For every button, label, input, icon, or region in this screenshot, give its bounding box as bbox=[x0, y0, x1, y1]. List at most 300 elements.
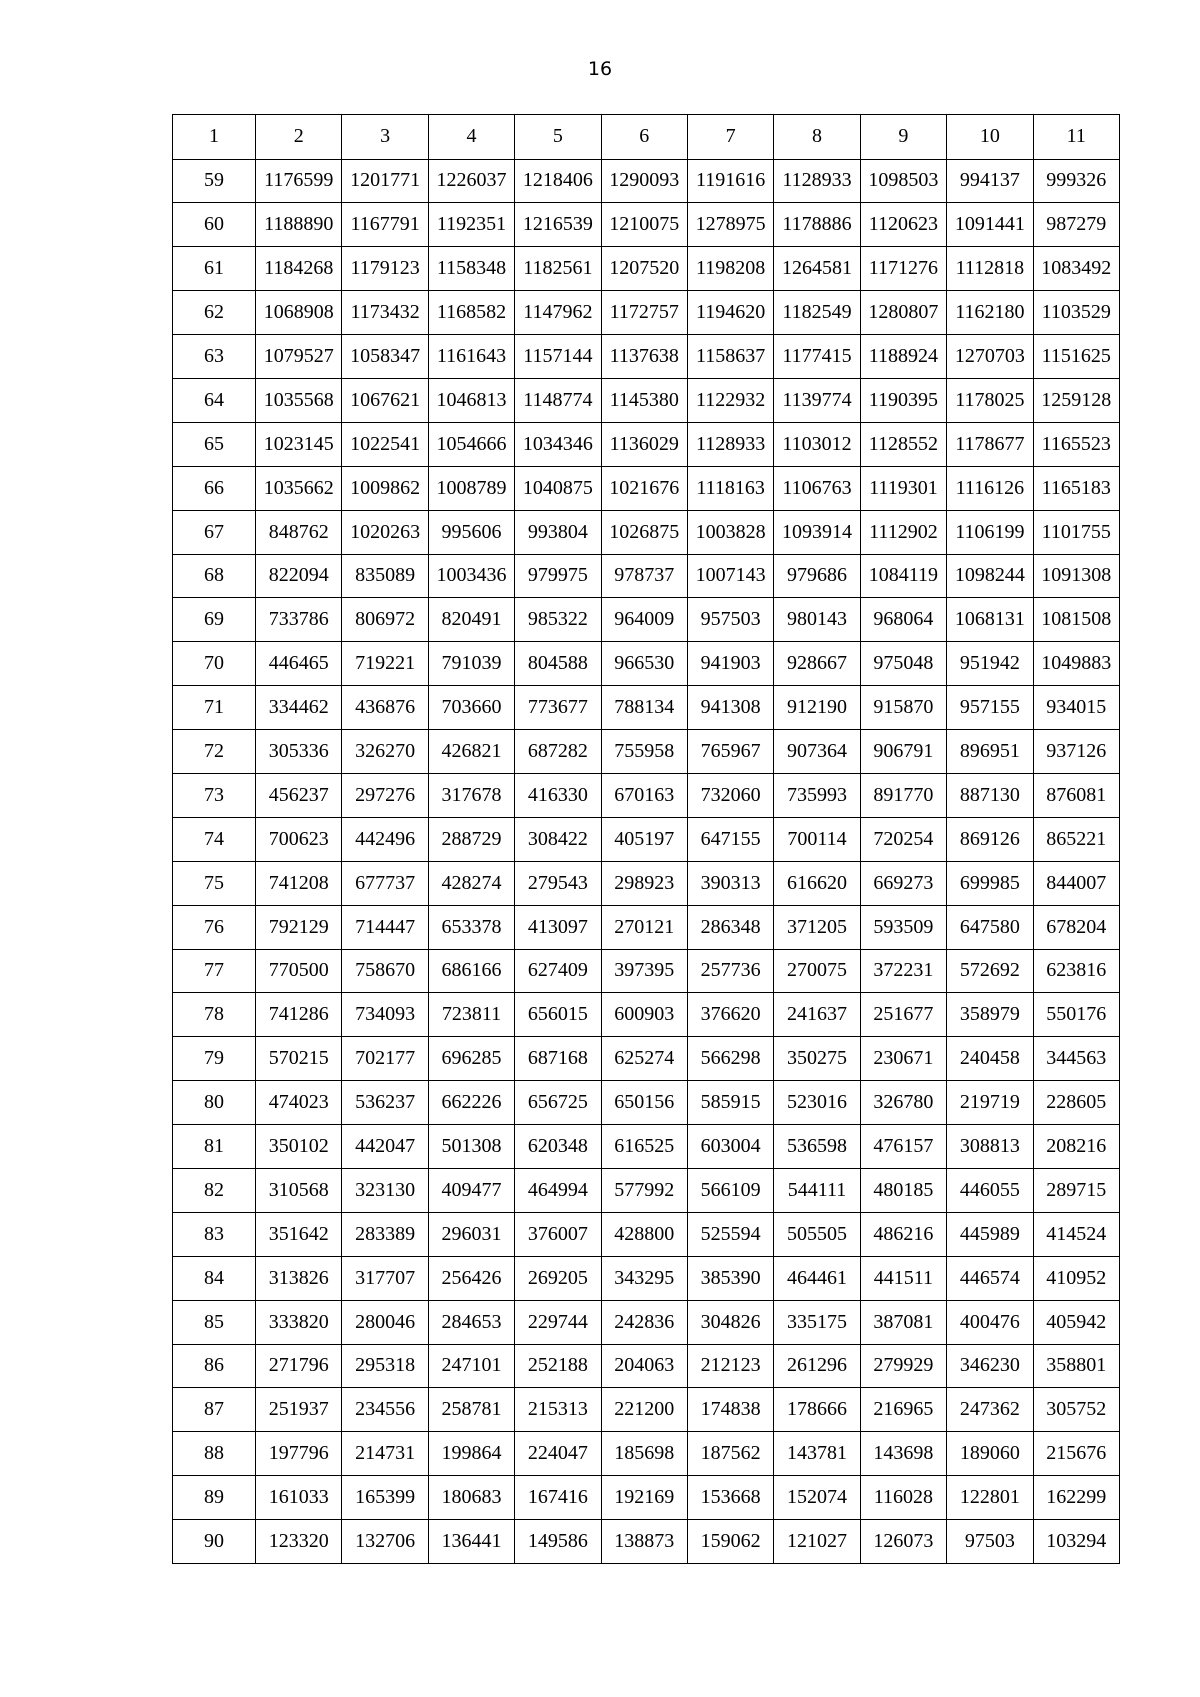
table-cell: 1020263 bbox=[342, 510, 428, 554]
table-cell: 1161643 bbox=[428, 335, 514, 379]
table-cell: 428800 bbox=[601, 1212, 687, 1256]
table-cell: 1226037 bbox=[428, 159, 514, 203]
table-cell: 1023145 bbox=[256, 422, 342, 466]
table-cell: 1278975 bbox=[687, 203, 773, 247]
column-header: 3 bbox=[342, 115, 428, 160]
table-cell: 544111 bbox=[774, 1168, 860, 1212]
table-cell: 1198208 bbox=[687, 247, 773, 291]
table-cell: 1137638 bbox=[601, 335, 687, 379]
table-cell: 308422 bbox=[515, 817, 601, 861]
table-cell: 116028 bbox=[860, 1476, 946, 1520]
table-cell: 741286 bbox=[256, 993, 342, 1037]
table-cell: 505505 bbox=[774, 1212, 860, 1256]
table-cell: 720254 bbox=[860, 817, 946, 861]
table-cell: 523016 bbox=[774, 1081, 860, 1125]
table-cell: 1179123 bbox=[342, 247, 428, 291]
table-cell: 305336 bbox=[256, 730, 342, 774]
table-cell: 199864 bbox=[428, 1432, 514, 1476]
table-cell: 755958 bbox=[601, 730, 687, 774]
table-cell: 279929 bbox=[860, 1344, 946, 1388]
table-cell: 806972 bbox=[342, 598, 428, 642]
table-cell: 400476 bbox=[947, 1300, 1033, 1344]
table-cell: 1084119 bbox=[860, 554, 946, 598]
table-cell: 476157 bbox=[860, 1125, 946, 1169]
table-cell: 570215 bbox=[256, 1037, 342, 1081]
table-cell: 1091308 bbox=[1033, 554, 1119, 598]
table-cell: 1035662 bbox=[256, 466, 342, 510]
table-cell: 387081 bbox=[860, 1300, 946, 1344]
table-cell: 1194620 bbox=[687, 291, 773, 335]
table-cell: 999326 bbox=[1033, 159, 1119, 203]
table-header bbox=[173, 115, 1120, 160]
table-cell: 297276 bbox=[342, 773, 428, 817]
table-cell: 792129 bbox=[256, 905, 342, 949]
table-cell: 985322 bbox=[515, 598, 601, 642]
table-cell: 804588 bbox=[515, 642, 601, 686]
table-cell: 280046 bbox=[342, 1300, 428, 1344]
table-cell: 732060 bbox=[687, 773, 773, 817]
table-cell: 405942 bbox=[1033, 1300, 1119, 1344]
table-cell: 1022541 bbox=[342, 422, 428, 466]
table-cell: 550176 bbox=[1033, 993, 1119, 1037]
table-cell: 295318 bbox=[342, 1344, 428, 1388]
table-row bbox=[173, 1125, 1120, 1169]
table-cell: 1106199 bbox=[947, 510, 1033, 554]
table-cell: 525594 bbox=[687, 1212, 773, 1256]
table-cell: 1049883 bbox=[1033, 642, 1119, 686]
table-cell: 1112902 bbox=[860, 510, 946, 554]
table-cell: 603004 bbox=[687, 1125, 773, 1169]
table-cell: 1165183 bbox=[1033, 466, 1119, 510]
table-cell: 138873 bbox=[601, 1520, 687, 1564]
table-cell: 1068131 bbox=[947, 598, 1033, 642]
table-row bbox=[173, 378, 1120, 422]
table-cell: 123320 bbox=[256, 1520, 342, 1564]
table-cell: 566109 bbox=[687, 1168, 773, 1212]
table-cell: 241637 bbox=[774, 993, 860, 1037]
table-cell: 1093914 bbox=[774, 510, 860, 554]
table-cell: 230671 bbox=[860, 1037, 946, 1081]
row-label-cell: 64 bbox=[173, 378, 256, 422]
table-cell: 1147962 bbox=[515, 291, 601, 335]
table-cell: 304826 bbox=[687, 1300, 773, 1344]
table-row bbox=[173, 1344, 1120, 1388]
table-cell: 979975 bbox=[515, 554, 601, 598]
table-row bbox=[173, 1300, 1120, 1344]
table-cell: 662226 bbox=[428, 1081, 514, 1125]
table-cell: 1270703 bbox=[947, 335, 1033, 379]
column-header: 9 bbox=[860, 115, 946, 160]
table-cell: 887130 bbox=[947, 773, 1033, 817]
data-table bbox=[172, 114, 1120, 1564]
table-row bbox=[173, 773, 1120, 817]
table-row bbox=[173, 159, 1120, 203]
table-cell: 296031 bbox=[428, 1212, 514, 1256]
table-cell: 1101755 bbox=[1033, 510, 1119, 554]
table-cell: 228605 bbox=[1033, 1081, 1119, 1125]
table-cell: 906791 bbox=[860, 730, 946, 774]
table-cell: 286348 bbox=[687, 905, 773, 949]
table-cell: 1177415 bbox=[774, 335, 860, 379]
table-cell: 271796 bbox=[256, 1344, 342, 1388]
table-cell: 326780 bbox=[860, 1081, 946, 1125]
table-cell: 1162180 bbox=[947, 291, 1033, 335]
table-row bbox=[173, 1520, 1120, 1564]
table-cell: 456237 bbox=[256, 773, 342, 817]
table-cell: 650156 bbox=[601, 1081, 687, 1125]
table-cell: 696285 bbox=[428, 1037, 514, 1081]
table-cell: 734093 bbox=[342, 993, 428, 1037]
table-cell: 1188924 bbox=[860, 335, 946, 379]
column-header: 5 bbox=[515, 115, 601, 160]
table-cell: 323130 bbox=[342, 1168, 428, 1212]
row-label-cell: 86 bbox=[173, 1344, 256, 1388]
table-cell: 791039 bbox=[428, 642, 514, 686]
table-cell: 1128552 bbox=[860, 422, 946, 466]
table-cell: 1168582 bbox=[428, 291, 514, 335]
table-cell: 703660 bbox=[428, 686, 514, 730]
table-cell: 957503 bbox=[687, 598, 773, 642]
table-row bbox=[173, 686, 1120, 730]
table-cell: 410952 bbox=[1033, 1256, 1119, 1300]
column-header: 7 bbox=[687, 115, 773, 160]
table-cell: 723811 bbox=[428, 993, 514, 1037]
table-cell: 891770 bbox=[860, 773, 946, 817]
table-cell: 317678 bbox=[428, 773, 514, 817]
table-cell: 1128933 bbox=[687, 422, 773, 466]
table-cell: 687282 bbox=[515, 730, 601, 774]
table-cell: 310568 bbox=[256, 1168, 342, 1212]
table-cell: 1119301 bbox=[860, 466, 946, 510]
table-cell: 625274 bbox=[601, 1037, 687, 1081]
table-cell: 376007 bbox=[515, 1212, 601, 1256]
table-cell: 937126 bbox=[1033, 730, 1119, 774]
table-cell: 308813 bbox=[947, 1125, 1033, 1169]
table-cell: 132706 bbox=[342, 1520, 428, 1564]
table-cell: 656725 bbox=[515, 1081, 601, 1125]
table-cell: 876081 bbox=[1033, 773, 1119, 817]
table-cell: 1136029 bbox=[601, 422, 687, 466]
table-row bbox=[173, 642, 1120, 686]
table-cell: 165399 bbox=[342, 1476, 428, 1520]
table-cell: 1178677 bbox=[947, 422, 1033, 466]
table-cell: 1083492 bbox=[1033, 247, 1119, 291]
table-cell: 758670 bbox=[342, 949, 428, 993]
row-label-cell: 85 bbox=[173, 1300, 256, 1344]
table-cell: 269205 bbox=[515, 1256, 601, 1300]
table-cell: 390313 bbox=[687, 861, 773, 905]
table-cell: 1157144 bbox=[515, 335, 601, 379]
table-cell: 103294 bbox=[1033, 1520, 1119, 1564]
table-cell: 283389 bbox=[342, 1212, 428, 1256]
table-cell: 536237 bbox=[342, 1081, 428, 1125]
table-cell: 979686 bbox=[774, 554, 860, 598]
table-row bbox=[173, 730, 1120, 774]
row-label-cell: 71 bbox=[173, 686, 256, 730]
table-cell: 1218406 bbox=[515, 159, 601, 203]
table-cell: 1190395 bbox=[860, 378, 946, 422]
table-cell: 585915 bbox=[687, 1081, 773, 1125]
table-cell: 442496 bbox=[342, 817, 428, 861]
table-row bbox=[173, 993, 1120, 1037]
row-label-cell: 73 bbox=[173, 773, 256, 817]
table-cell: 464461 bbox=[774, 1256, 860, 1300]
table-cell: 192169 bbox=[601, 1476, 687, 1520]
table-cell: 1046813 bbox=[428, 378, 514, 422]
row-label-cell: 74 bbox=[173, 817, 256, 861]
row-label-cell: 83 bbox=[173, 1212, 256, 1256]
table-cell: 907364 bbox=[774, 730, 860, 774]
table-cell: 197796 bbox=[256, 1432, 342, 1476]
table-cell: 480185 bbox=[860, 1168, 946, 1212]
table-cell: 1201771 bbox=[342, 159, 428, 203]
table-cell: 677737 bbox=[342, 861, 428, 905]
row-label-cell: 65 bbox=[173, 422, 256, 466]
table-cell: 1003828 bbox=[687, 510, 773, 554]
row-label-cell: 77 bbox=[173, 949, 256, 993]
table-cell: 350102 bbox=[256, 1125, 342, 1169]
table-cell: 1165523 bbox=[1033, 422, 1119, 466]
table-cell: 441511 bbox=[860, 1256, 946, 1300]
table-cell: 371205 bbox=[774, 905, 860, 949]
table-cell: 653378 bbox=[428, 905, 514, 949]
row-label-cell: 68 bbox=[173, 554, 256, 598]
table-row bbox=[173, 1081, 1120, 1125]
column-header: 11 bbox=[1033, 115, 1119, 160]
table-row bbox=[173, 466, 1120, 510]
table-cell: 964009 bbox=[601, 598, 687, 642]
table-cell: 1172757 bbox=[601, 291, 687, 335]
table-cell: 593509 bbox=[860, 905, 946, 949]
table-cell: 143781 bbox=[774, 1432, 860, 1476]
table-cell: 670163 bbox=[601, 773, 687, 817]
table-cell: 966530 bbox=[601, 642, 687, 686]
table-cell: 178666 bbox=[774, 1388, 860, 1432]
table-cell: 372231 bbox=[860, 949, 946, 993]
table-cell: 647580 bbox=[947, 905, 1033, 949]
table-row bbox=[173, 861, 1120, 905]
column-header: 8 bbox=[774, 115, 860, 160]
table-cell: 122801 bbox=[947, 1476, 1033, 1520]
table-body bbox=[173, 159, 1120, 1564]
row-label-cell: 62 bbox=[173, 291, 256, 335]
table-cell: 1040875 bbox=[515, 466, 601, 510]
table-cell: 436876 bbox=[342, 686, 428, 730]
table-cell: 187562 bbox=[687, 1432, 773, 1476]
table-cell: 968064 bbox=[860, 598, 946, 642]
table-cell: 1216539 bbox=[515, 203, 601, 247]
table-cell: 700114 bbox=[774, 817, 860, 861]
table-cell: 869126 bbox=[947, 817, 1033, 861]
table-cell: 153668 bbox=[687, 1476, 773, 1520]
column-header: 4 bbox=[428, 115, 514, 160]
table-row bbox=[173, 1256, 1120, 1300]
table-cell: 247101 bbox=[428, 1344, 514, 1388]
row-label-cell: 89 bbox=[173, 1476, 256, 1520]
table-cell: 149586 bbox=[515, 1520, 601, 1564]
table-cell: 572692 bbox=[947, 949, 1033, 993]
table-cell: 97503 bbox=[947, 1520, 1033, 1564]
table-cell: 212123 bbox=[687, 1344, 773, 1388]
table-cell: 1122932 bbox=[687, 378, 773, 422]
table-cell: 627409 bbox=[515, 949, 601, 993]
table-cell: 765967 bbox=[687, 730, 773, 774]
table-cell: 733786 bbox=[256, 598, 342, 642]
table-cell: 180683 bbox=[428, 1476, 514, 1520]
table-cell: 1068908 bbox=[256, 291, 342, 335]
table-cell: 501308 bbox=[428, 1125, 514, 1169]
table-row bbox=[173, 817, 1120, 861]
table-cell: 1259128 bbox=[1033, 378, 1119, 422]
table-cell: 344563 bbox=[1033, 1037, 1119, 1081]
table-cell: 1178025 bbox=[947, 378, 1033, 422]
table-cell: 240458 bbox=[947, 1037, 1033, 1081]
column-header: 6 bbox=[601, 115, 687, 160]
table-cell: 1264581 bbox=[774, 247, 860, 291]
table-cell: 1173432 bbox=[342, 291, 428, 335]
row-label-cell: 66 bbox=[173, 466, 256, 510]
table-cell: 1139774 bbox=[774, 378, 860, 422]
table-cell: 1151625 bbox=[1033, 335, 1119, 379]
table-cell: 1191616 bbox=[687, 159, 773, 203]
table-cell: 208216 bbox=[1033, 1125, 1119, 1169]
table-cell: 1081508 bbox=[1033, 598, 1119, 642]
table-cell: 1184268 bbox=[256, 247, 342, 291]
table-cell: 343295 bbox=[601, 1256, 687, 1300]
column-header: 10 bbox=[947, 115, 1033, 160]
row-label-cell: 78 bbox=[173, 993, 256, 1037]
table-cell: 358979 bbox=[947, 993, 1033, 1037]
table-cell: 1176599 bbox=[256, 159, 342, 203]
table-cell: 1103012 bbox=[774, 422, 860, 466]
table-row bbox=[173, 1476, 1120, 1520]
table-cell: 121027 bbox=[774, 1520, 860, 1564]
table-cell: 474023 bbox=[256, 1081, 342, 1125]
table-row bbox=[173, 335, 1120, 379]
table-cell: 1034346 bbox=[515, 422, 601, 466]
table-cell: 251937 bbox=[256, 1388, 342, 1432]
table-cell: 136441 bbox=[428, 1520, 514, 1564]
table-cell: 788134 bbox=[601, 686, 687, 730]
table-cell: 951942 bbox=[947, 642, 1033, 686]
table-cell: 978737 bbox=[601, 554, 687, 598]
row-label-cell: 69 bbox=[173, 598, 256, 642]
table-cell: 865221 bbox=[1033, 817, 1119, 861]
table-cell: 252188 bbox=[515, 1344, 601, 1388]
row-label-cell: 70 bbox=[173, 642, 256, 686]
table-cell: 1167791 bbox=[342, 203, 428, 247]
table-cell: 167416 bbox=[515, 1476, 601, 1520]
table-cell: 941308 bbox=[687, 686, 773, 730]
table-cell: 1112818 bbox=[947, 247, 1033, 291]
table-row bbox=[173, 949, 1120, 993]
table-cell: 616620 bbox=[774, 861, 860, 905]
column-header: 2 bbox=[256, 115, 342, 160]
table-cell: 844007 bbox=[1033, 861, 1119, 905]
table-cell: 1118163 bbox=[687, 466, 773, 510]
table-cell: 224047 bbox=[515, 1432, 601, 1476]
table-cell: 159062 bbox=[687, 1520, 773, 1564]
table-cell: 426821 bbox=[428, 730, 514, 774]
table-cell: 714447 bbox=[342, 905, 428, 949]
table-cell: 820491 bbox=[428, 598, 514, 642]
table-row bbox=[173, 247, 1120, 291]
row-label-cell: 60 bbox=[173, 203, 256, 247]
table-cell: 741208 bbox=[256, 861, 342, 905]
table-cell: 686166 bbox=[428, 949, 514, 993]
table-cell: 464994 bbox=[515, 1168, 601, 1212]
row-label-cell: 81 bbox=[173, 1125, 256, 1169]
table-cell: 719221 bbox=[342, 642, 428, 686]
table-cell: 1280807 bbox=[860, 291, 946, 335]
table-cell: 284653 bbox=[428, 1300, 514, 1344]
table-cell: 256426 bbox=[428, 1256, 514, 1300]
row-label-cell: 84 bbox=[173, 1256, 256, 1300]
table-cell: 215676 bbox=[1033, 1432, 1119, 1476]
table-cell: 1003436 bbox=[428, 554, 514, 598]
table-cell: 1007143 bbox=[687, 554, 773, 598]
table-cell: 405197 bbox=[601, 817, 687, 861]
table-cell: 1148774 bbox=[515, 378, 601, 422]
table-cell: 957155 bbox=[947, 686, 1033, 730]
table-cell: 912190 bbox=[774, 686, 860, 730]
table-cell: 409477 bbox=[428, 1168, 514, 1212]
table-row bbox=[173, 1388, 1120, 1432]
table-cell: 247362 bbox=[947, 1388, 1033, 1432]
table-cell: 229744 bbox=[515, 1300, 601, 1344]
table-cell: 577992 bbox=[601, 1168, 687, 1212]
table-cell: 219719 bbox=[947, 1081, 1033, 1125]
table-cell: 687168 bbox=[515, 1037, 601, 1081]
table-cell: 1079527 bbox=[256, 335, 342, 379]
table-cell: 385390 bbox=[687, 1256, 773, 1300]
row-label-cell: 59 bbox=[173, 159, 256, 203]
table-cell: 442047 bbox=[342, 1125, 428, 1169]
table-cell: 242836 bbox=[601, 1300, 687, 1344]
row-label-cell: 88 bbox=[173, 1432, 256, 1476]
table-cell: 215313 bbox=[515, 1388, 601, 1432]
table-cell: 987279 bbox=[1033, 203, 1119, 247]
table-cell: 1103529 bbox=[1033, 291, 1119, 335]
table-cell: 620348 bbox=[515, 1125, 601, 1169]
table-cell: 161033 bbox=[256, 1476, 342, 1520]
table-row bbox=[173, 291, 1120, 335]
table-cell: 1145380 bbox=[601, 378, 687, 422]
row-label-cell: 90 bbox=[173, 1520, 256, 1564]
table-cell: 317707 bbox=[342, 1256, 428, 1300]
table-cell: 1008789 bbox=[428, 466, 514, 510]
table-cell: 288729 bbox=[428, 817, 514, 861]
table-cell: 699985 bbox=[947, 861, 1033, 905]
table-row bbox=[173, 1432, 1120, 1476]
header-row bbox=[173, 115, 1120, 160]
table-cell: 376620 bbox=[687, 993, 773, 1037]
table-cell: 351642 bbox=[256, 1212, 342, 1256]
table-cell: 289715 bbox=[1033, 1168, 1119, 1212]
table-cell: 566298 bbox=[687, 1037, 773, 1081]
table-row bbox=[173, 1168, 1120, 1212]
table-cell: 251677 bbox=[860, 993, 946, 1037]
table-cell: 994137 bbox=[947, 159, 1033, 203]
table-cell: 358801 bbox=[1033, 1344, 1119, 1388]
row-label-cell: 63 bbox=[173, 335, 256, 379]
table-cell: 234556 bbox=[342, 1388, 428, 1432]
table-cell: 1091441 bbox=[947, 203, 1033, 247]
table-cell: 298923 bbox=[601, 861, 687, 905]
table-cell: 669273 bbox=[860, 861, 946, 905]
table-cell: 1158637 bbox=[687, 335, 773, 379]
table-cell: 397395 bbox=[601, 949, 687, 993]
